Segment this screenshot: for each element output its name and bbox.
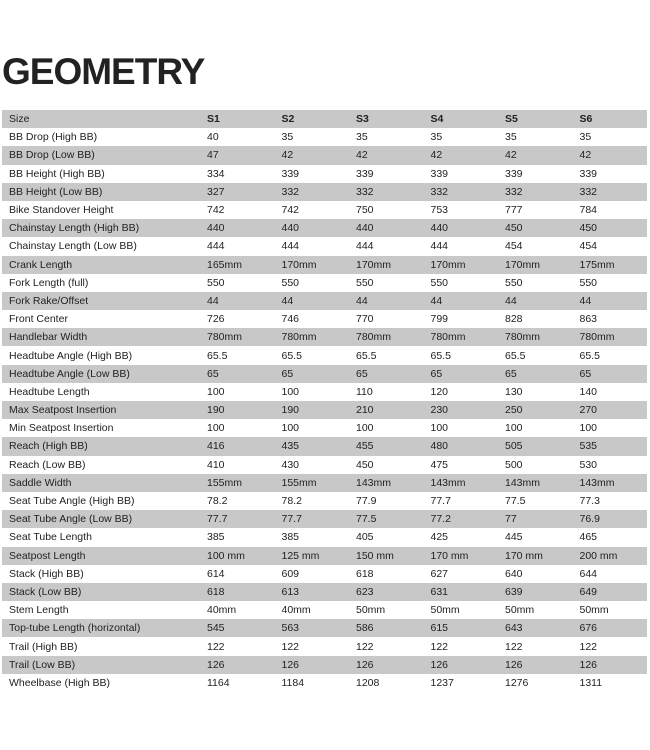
row-value-s4: 440 [430,222,449,235]
row-value-s6: 122 [579,640,598,653]
row-value-s4: 100 [430,422,449,435]
row-value-s2: 100 [281,422,300,435]
table-row [2,146,647,164]
row-value-s4: 35 [430,131,443,144]
row-value-s5: 454 [505,240,523,253]
row-value-s3: 110 [356,385,373,398]
row-value-s1: 65.5 [207,349,228,362]
row-label: Fork Rake/Offset [9,294,89,307]
row-value-s3: 440 [356,222,374,235]
table-row [2,328,647,346]
header-size-s6: S6 [579,113,593,126]
row-value-s6: 270 [579,404,598,417]
row-value-s4: 480 [430,440,449,453]
row-value-s4: 122 [430,640,449,653]
row-value-s6: 100 [579,422,598,435]
row-value-s1: 410 [207,458,225,471]
row-label: Stack (Low BB) [9,585,82,598]
table-row [2,310,647,328]
row-value-s3: 44 [356,294,368,307]
row-value-s4: 780mm [430,331,466,344]
table-row [2,547,647,565]
row-value-s4: 143mm [430,476,466,489]
table-row [2,419,647,437]
row-value-s5: 828 [505,313,523,326]
row-value-s3: 143mm [356,476,392,489]
row-value-s6: 35 [579,131,592,144]
table-row [2,292,647,310]
row-value-s4: 627 [430,567,449,580]
row-value-s5: 500 [505,458,523,471]
row-label: Seat Tube Length [9,531,92,544]
geometry-table [2,110,647,692]
row-value-s4: 170mm [430,258,466,271]
row-value-s3: 1208 [356,676,380,689]
table-row [2,510,647,528]
header-size-s4: S4 [430,113,444,126]
row-value-s1: 780mm [207,331,243,344]
table-row [2,365,647,383]
row-value-s1: 122 [207,640,225,653]
row-value-s1: 126 [207,658,225,671]
row-value-s1: 165mm [207,258,243,271]
row-label: Saddle Width [9,476,72,489]
row-value-s5: 65.5 [505,349,526,362]
row-value-s5: 42 [505,149,517,162]
header-size-label: Size [9,113,30,126]
header-size-s1: S1 [207,113,220,126]
table-row [2,256,647,274]
row-value-s1: 334 [207,167,225,180]
row-value-s6: 465 [579,531,598,544]
row-label: Wheelbase (High BB) [9,676,110,689]
row-value-s3: 210 [356,404,374,417]
row-value-s2: 125 mm [281,549,320,562]
row-value-s4: 42 [430,149,443,162]
table-row [2,619,647,637]
row-value-s5: 640 [505,567,523,580]
row-value-s6: 339 [579,167,598,180]
row-value-s2: 65.5 [281,349,302,362]
row-value-s4: 44 [430,294,443,307]
table-row [2,456,647,474]
row-value-s6: 649 [579,585,598,598]
row-value-s6: 780mm [579,331,615,344]
row-value-s2: 339 [281,167,300,180]
row-value-s6: 550 [579,276,598,289]
row-label: Top-tube Length (horizontal) [9,622,141,635]
row-value-s6: 454 [579,240,598,253]
row-value-s6: 1311 [579,676,603,689]
row-value-s6: 126 [579,658,598,671]
row-value-s3: 450 [356,458,374,471]
row-value-s5: 550 [505,276,523,289]
row-value-s6: 50mm [579,604,609,617]
row-value-s6: 332 [579,185,598,198]
row-value-s4: 230 [430,404,449,417]
table-row [2,437,647,455]
row-value-s4: 126 [430,658,449,671]
row-value-s2: 746 [281,313,300,326]
row-label: Front Center [9,313,68,326]
table-row [2,528,647,546]
row-value-s3: 150 mm [356,549,394,562]
row-value-s4: 170 mm [430,549,469,562]
row-value-s1: 78.2 [207,495,228,508]
row-value-s5: 780mm [505,331,541,344]
row-value-s1: 550 [207,276,225,289]
row-value-s1: 100 [207,422,225,435]
row-value-s5: 126 [505,658,523,671]
row-label: Headtube Angle (Low BB) [9,367,130,380]
row-value-s3: 77.5 [356,513,377,526]
row-value-s2: 1184 [281,676,305,689]
row-value-s6: 200 mm [579,549,618,562]
row-value-s5: 170 mm [505,549,543,562]
row-value-s3: 170mm [356,258,392,271]
row-label: Seat Tube Angle (Low BB) [9,513,133,526]
row-value-s1: 444 [207,240,225,253]
row-value-s3: 405 [356,531,374,544]
row-value-s3: 42 [356,149,368,162]
row-value-s1: 327 [207,185,225,198]
row-value-s4: 475 [430,458,449,471]
row-value-s2: 780mm [281,331,317,344]
row-value-s6: 644 [579,567,598,580]
row-value-s6: 676 [579,622,598,635]
row-value-s4: 425 [430,531,449,544]
row-value-s2: 122 [281,640,300,653]
row-value-s3: 339 [356,167,374,180]
row-value-s5: 339 [505,167,523,180]
row-value-s4: 753 [430,204,449,217]
row-value-s3: 126 [356,658,374,671]
row-label: Handlebar Width [9,331,88,344]
row-value-s6: 76.9 [579,513,600,526]
row-value-s4: 77.2 [430,513,451,526]
table-row [2,401,647,419]
row-label: Trail (High BB) [9,640,78,653]
row-value-s2: 613 [281,585,300,598]
row-value-s5: 65 [505,367,517,380]
row-value-s1: 440 [207,222,225,235]
row-value-s1: 190 [207,404,225,417]
row-value-s2: 65 [281,367,294,380]
row-value-s1: 742 [207,204,225,217]
row-value-s1: 618 [207,585,225,598]
row-value-s5: 1276 [505,676,529,689]
row-value-s6: 535 [579,440,598,453]
row-label: Min Seatpost Insertion [9,422,114,435]
row-value-s6: 530 [579,458,598,471]
row-value-s4: 615 [430,622,449,635]
row-value-s2: 742 [281,204,300,217]
row-value-s2: 385 [281,531,300,544]
row-value-s4: 50mm [430,604,460,617]
row-value-s5: 332 [505,185,523,198]
row-value-s5: 143mm [505,476,541,489]
row-value-s5: 122 [505,640,523,653]
row-value-s3: 65.5 [356,349,377,362]
row-label: Stack (High BB) [9,567,84,580]
row-value-s3: 550 [356,276,374,289]
row-value-s3: 618 [356,567,374,580]
row-value-s1: 100 [207,385,225,398]
row-label: Seat Tube Angle (High BB) [9,495,135,508]
row-value-s4: 120 [430,385,449,398]
row-value-s3: 623 [356,585,374,598]
row-label: Stem Length [9,604,69,617]
row-value-s4: 339 [430,167,449,180]
row-value-s3: 780mm [356,331,392,344]
row-value-s2: 126 [281,658,300,671]
row-value-s1: 40 [207,131,219,144]
header-size-s3: S3 [356,113,369,126]
table-row [2,601,647,619]
row-value-s6: 65.5 [579,349,600,362]
row-value-s5: 77 [505,513,517,526]
row-value-s6: 863 [579,313,598,326]
row-label: BB Drop (Low BB) [9,149,95,162]
row-label: Reach (High BB) [9,440,88,453]
row-value-s5: 100 [505,422,523,435]
row-value-s4: 332 [430,185,449,198]
table-row [2,219,647,237]
row-value-s1: 726 [207,313,225,326]
row-value-s2: 609 [281,567,300,580]
row-value-s4: 550 [430,276,449,289]
row-value-s4: 1237 [430,676,454,689]
row-value-s5: 777 [505,204,523,217]
row-value-s5: 639 [505,585,523,598]
row-value-s3: 100 [356,422,374,435]
row-value-s2: 440 [281,222,300,235]
row-value-s2: 430 [281,458,300,471]
row-value-s5: 44 [505,294,517,307]
row-label: BB Height (High BB) [9,167,105,180]
row-value-s5: 505 [505,440,523,453]
row-value-s3: 455 [356,440,374,453]
row-value-s4: 444 [430,240,449,253]
row-value-s6: 175mm [579,258,615,271]
row-value-s5: 35 [505,131,517,144]
row-label: BB Drop (High BB) [9,131,98,144]
row-value-s6: 450 [579,222,598,235]
table-row [2,201,647,219]
row-value-s6: 44 [579,294,592,307]
row-value-s3: 770 [356,313,374,326]
table-row [2,165,647,183]
table-row [2,583,647,601]
row-label: Chainstay Length (Low BB) [9,240,137,253]
row-value-s3: 35 [356,131,368,144]
row-value-s3: 332 [356,185,374,198]
row-value-s4: 631 [430,585,449,598]
row-value-s6: 140 [579,385,598,398]
table-header-row [2,110,647,128]
row-value-s5: 50mm [505,604,535,617]
table-row [2,656,647,674]
row-value-s6: 65 [579,367,592,380]
row-value-s5: 130 [505,385,523,398]
row-value-s2: 78.2 [281,495,302,508]
table-row [2,383,647,401]
table-row [2,492,647,510]
row-value-s2: 40mm [281,604,311,617]
row-value-s5: 643 [505,622,523,635]
row-label: Seatpost Length [9,549,86,562]
table-row [2,183,647,201]
row-value-s1: 1164 [207,676,230,689]
row-value-s3: 750 [356,204,374,217]
row-value-s2: 550 [281,276,300,289]
row-label: Reach (Low BB) [9,458,86,471]
row-value-s2: 170mm [281,258,317,271]
row-value-s2: 35 [281,131,294,144]
row-value-s1: 155mm [207,476,243,489]
row-value-s4: 65 [430,367,443,380]
row-label: Fork Length (full) [9,276,89,289]
row-value-s5: 77.5 [505,495,526,508]
table-row [2,474,647,492]
row-value-s2: 42 [281,149,294,162]
row-value-s5: 450 [505,222,523,235]
row-label: Crank Length [9,258,73,271]
row-value-s2: 190 [281,404,300,417]
row-value-s2: 444 [281,240,300,253]
row-value-s5: 445 [505,531,523,544]
row-label: BB Height (Low BB) [9,185,103,198]
row-value-s1: 100 mm [207,549,245,562]
table-row [2,565,647,583]
row-label: Bike Standover Height [9,204,114,217]
header-size-s5: S5 [505,113,518,126]
table-row [2,674,647,692]
row-value-s3: 444 [356,240,374,253]
header-size-s2: S2 [281,113,295,126]
table-row [2,346,647,364]
row-value-s1: 44 [207,294,219,307]
table-row [2,637,647,655]
row-value-s4: 77.7 [430,495,451,508]
row-value-s2: 77.7 [281,513,302,526]
row-value-s1: 47 [207,149,219,162]
row-label: Max Seatpost Insertion [9,404,117,417]
row-value-s1: 614 [207,567,225,580]
row-value-s6: 143mm [579,476,615,489]
row-value-s3: 50mm [356,604,386,617]
row-value-s3: 122 [356,640,374,653]
row-value-s6: 77.3 [579,495,600,508]
row-value-s2: 332 [281,185,300,198]
row-value-s5: 250 [505,404,523,417]
table-row [2,274,647,292]
table-row [2,237,647,255]
table-row [2,128,647,146]
row-value-s1: 416 [207,440,225,453]
row-value-s6: 784 [579,204,598,217]
row-value-s2: 155mm [281,476,317,489]
table-body [2,128,647,692]
row-label: Headtube Angle (High BB) [9,349,133,362]
row-value-s2: 100 [281,385,300,398]
row-value-s2: 563 [281,622,300,635]
row-label: Chainstay Length (High BB) [9,222,140,235]
row-value-s2: 44 [281,294,294,307]
row-value-s5: 170mm [505,258,541,271]
row-value-s1: 65 [207,367,219,380]
row-value-s1: 545 [207,622,225,635]
row-value-s1: 77.7 [207,513,228,526]
row-value-s2: 435 [281,440,300,453]
row-label: Trail (Low BB) [9,658,76,671]
row-value-s3: 586 [356,622,374,635]
row-value-s4: 799 [430,313,449,326]
row-value-s1: 40mm [207,604,237,617]
page-title: GEOMETRY [2,51,205,92]
row-value-s6: 42 [579,149,592,162]
row-label: Headtube Length [9,385,90,398]
row-value-s3: 65 [356,367,368,380]
row-value-s3: 77.9 [356,495,377,508]
row-value-s4: 65.5 [430,349,451,362]
row-value-s1: 385 [207,531,225,544]
